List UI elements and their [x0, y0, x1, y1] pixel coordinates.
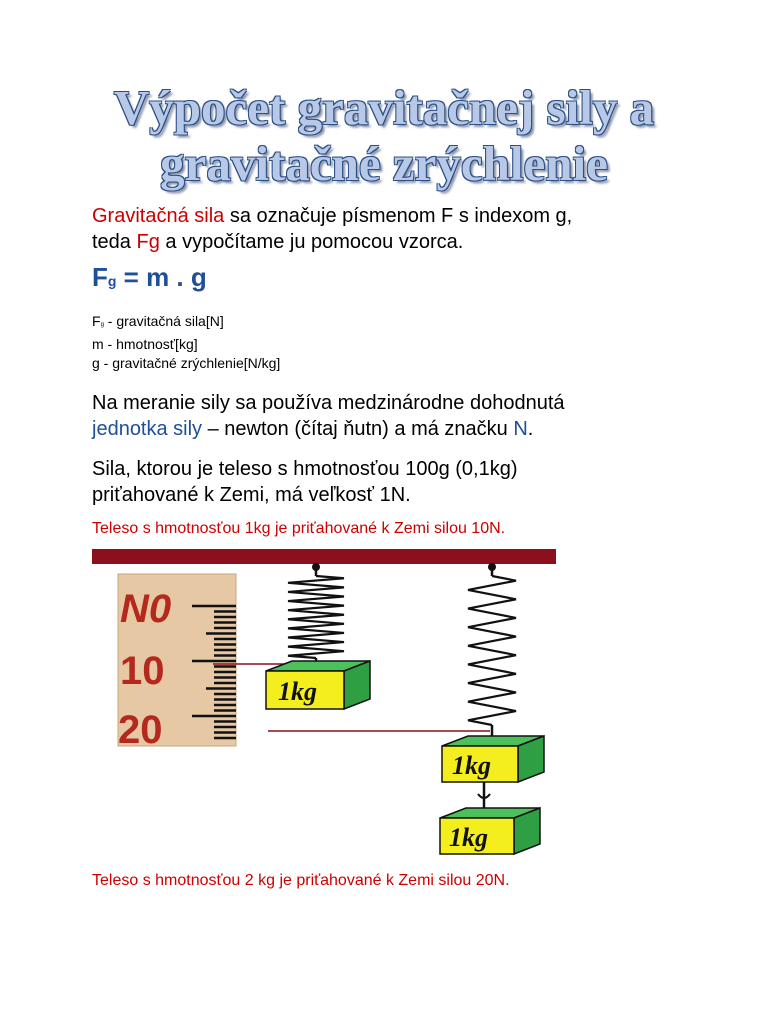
title-line-2: gravitačné zrýchlenie [160, 136, 608, 191]
example-line-1: Sila, ktorou je teleso s hmotnosťou 100g (0,1kg) [92, 458, 518, 480]
weight-label-a: 1kg [278, 677, 317, 706]
intro-text-1: sa označuje písmenom F s indexom g, [224, 205, 573, 227]
connector-hook [478, 782, 490, 808]
spring-scale-figure [0, 540, 768, 870]
symbol-fg: Fg [136, 231, 160, 253]
weight-label-c: 1kg [449, 823, 488, 852]
term-gravitational-force: Gravitačná sila [92, 205, 225, 227]
spring-2 [468, 563, 516, 738]
formula-rest: = m . g [116, 262, 207, 292]
example-line-2: priťahované k Zemi, má veľkosť 1N. [92, 484, 411, 506]
caption-bottom: Teleso s hmotnosťou 2 kg je priťahované k Zemi silou 20N. [92, 872, 510, 889]
legend-fg: Fg - gravitačná sila[N] [92, 313, 224, 329]
caption-top: Teleso s hmotnosťou 1kg je priťahované k Zemi silou 10N. [92, 520, 506, 537]
ceiling-beam [92, 549, 556, 564]
unit-paragraph: Na meranie sily sa používa medzinárodne dohodnutá jednotka sily – newton (čítaj ňutn) a má značku N. [92, 392, 565, 440]
page-title [0, 80, 768, 192]
unit-text-2: – newton (čítaj ňutn) a má značku [202, 418, 514, 440]
formula-sub: g [107, 273, 117, 289]
weight-1kg-b [442, 736, 544, 782]
intro-paragraph [92, 203, 732, 255]
unit-symbol: N [513, 418, 528, 440]
scale-label-10: 10 [120, 649, 165, 693]
weight-label-b: 1kg [452, 751, 491, 780]
formula [92, 262, 207, 293]
legend-g: g - gravitačné zrýchlenie[N/kg] [92, 355, 281, 371]
scale-label-20: 20 [118, 708, 163, 752]
legend-m: m - hmotnosť[kg] [92, 336, 198, 352]
weight-1kg-c [440, 808, 540, 854]
newton-ruler [118, 574, 236, 752]
scale-label-0: N0 [120, 587, 172, 631]
weight-1kg-a [266, 661, 370, 709]
intro-text-2b: a vypočítame ju pomocou vzorca. [159, 231, 464, 253]
spring-1 [288, 563, 344, 666]
title-line-1: Výpočet gravitačnej sily a [113, 80, 655, 135]
formula-f: F [92, 262, 108, 292]
variable-legend [92, 312, 280, 373]
unit-term: jednotka sily [92, 418, 203, 440]
unit-text-1: Na meranie sily sa používa medzinárodne dohodnutá [92, 392, 565, 414]
intro-text-2a: teda [92, 231, 137, 253]
example-paragraph [92, 456, 732, 508]
